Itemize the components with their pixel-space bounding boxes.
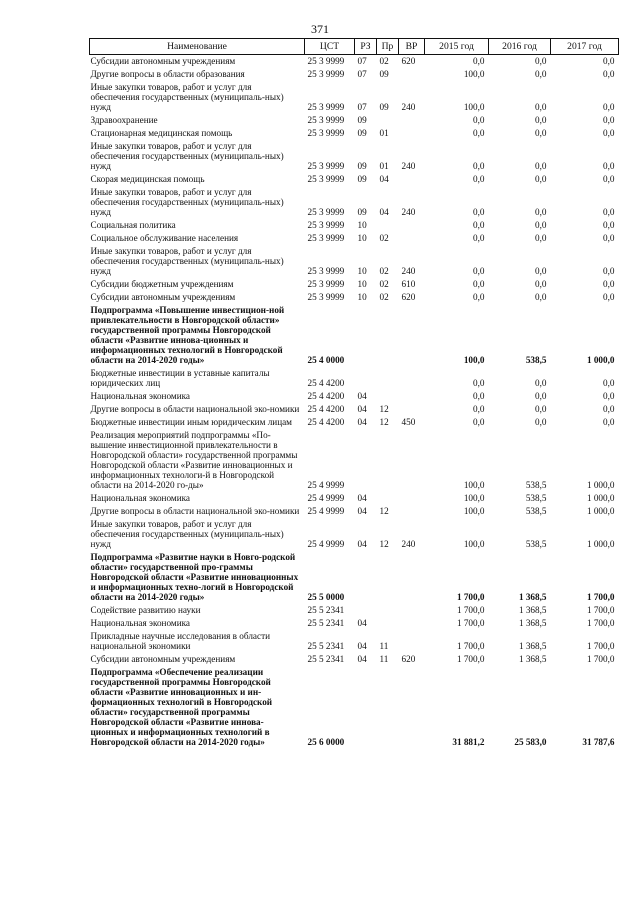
table-row <box>90 403 619 416</box>
row-vr <box>399 219 425 232</box>
table-row <box>90 219 619 232</box>
row-value-2017: 0,0 <box>603 266 615 276</box>
row-pr: 01 <box>379 128 389 138</box>
row-pr: 02 <box>379 233 389 243</box>
table-row <box>90 127 619 140</box>
row-cst: 25 3 9999 <box>307 279 345 289</box>
table-row <box>90 278 619 291</box>
table-row <box>90 505 619 518</box>
row-value-2017: 0,0 <box>603 220 615 230</box>
row-cst: 25 3 9999 <box>307 161 345 171</box>
table-row <box>90 653 619 666</box>
row-name: Иные закупки товаров, работ и услуг для обеспечения государственных (муниципаль-ных) нужд <box>90 246 284 276</box>
table-row <box>90 140 619 173</box>
row-value-2017: 0,0 <box>603 417 615 427</box>
row-vr: 620 <box>401 56 416 66</box>
row-cst: 25 4 4200 <box>307 378 345 388</box>
row-cst: 25 3 9999 <box>307 102 345 112</box>
row-pr: 02 <box>379 266 389 276</box>
row-value-2017: 1 000,0 <box>586 506 615 516</box>
table-row <box>90 630 619 653</box>
row-value-2015: 1 700,0 <box>456 641 485 651</box>
row-rz: 04 <box>357 654 367 664</box>
row-value-2016: 0,0 <box>535 391 547 401</box>
row-value-2017: 0,0 <box>603 404 615 414</box>
row-value-2016: 0,0 <box>535 417 547 427</box>
row-value-2017: 1 700,0 <box>586 605 615 615</box>
row-vr <box>399 492 425 505</box>
row-pr: 02 <box>379 292 389 302</box>
row-value-2017: 0,0 <box>603 102 615 112</box>
row-name: Иные закупки товаров, работ и услуг для обеспечения государственных (муниципаль-ных) нужд <box>90 187 284 217</box>
row-rz: 10 <box>357 233 367 243</box>
subprogram-row <box>90 304 619 367</box>
row-cst: 25 4 9999 <box>307 539 345 549</box>
row-value-2015: 100,0 <box>463 102 485 112</box>
row-value-2017: 1 000,0 <box>586 355 615 365</box>
row-value-2016: 0,0 <box>535 128 547 138</box>
page-number: 371 <box>311 22 329 36</box>
row-pr: 09 <box>379 69 389 79</box>
row-name: Подпрограмма «Повышение инвестицион-ной привлекательности в Новгородской области» государственной программы Новгородской области «Развитие иннова-ционных и информационных технологий в Новгородской области на 2014-2020 годы» <box>90 305 285 365</box>
table-row <box>90 232 619 245</box>
row-vr: 450 <box>401 417 416 427</box>
row-name: Содействие развитию науки <box>90 605 201 615</box>
row-cst: 25 5 2341 <box>307 654 345 664</box>
row-value-2016: 538,5 <box>525 493 547 503</box>
row-pr <box>377 604 399 617</box>
row-rz: 04 <box>357 641 367 651</box>
row-vr: 240 <box>401 102 416 112</box>
table-row <box>90 416 619 429</box>
row-rz: 04 <box>357 417 367 427</box>
row-value-2017: 0,0 <box>603 391 615 401</box>
table-header <box>90 39 619 55</box>
row-cst: 25 3 9999 <box>307 220 345 230</box>
row-pr: 04 <box>379 174 389 184</box>
row-name: Социальная политика <box>90 220 176 230</box>
header-rz: РЗ <box>355 39 377 55</box>
row-value-2015: 100,0 <box>463 355 485 365</box>
row-rz <box>355 551 377 604</box>
row-vr <box>399 304 425 367</box>
row-value-2017: 0,0 <box>603 292 615 302</box>
row-value-2015: 1 700,0 <box>456 592 485 602</box>
row-value-2016: 1 368,5 <box>518 605 547 615</box>
row-rz: 09 <box>357 161 367 171</box>
row-value-2016: 1 368,5 <box>518 592 547 602</box>
table-row <box>90 173 619 186</box>
row-cst: 25 4 9999 <box>307 480 345 490</box>
row-name: Здравоохранение <box>90 115 158 125</box>
row-value-2015: 100,0 <box>463 539 485 549</box>
row-cst: 25 5 0000 <box>307 592 345 602</box>
row-pr <box>377 551 399 604</box>
row-value-2016: 0,0 <box>535 266 547 276</box>
row-rz: 10 <box>357 220 367 230</box>
row-vr <box>399 403 425 416</box>
table-row <box>90 186 619 219</box>
row-pr: 02 <box>379 279 389 289</box>
row-value-2017: 1 700,0 <box>586 618 615 628</box>
row-value-2017: 0,0 <box>603 56 615 66</box>
row-rz: 04 <box>357 493 367 503</box>
row-value-2015: 0,0 <box>473 161 485 171</box>
row-name: Скорая медицинская помощь <box>90 174 205 184</box>
table-row <box>90 367 619 390</box>
row-rz: 10 <box>357 292 367 302</box>
row-value-2017: 0,0 <box>603 378 615 388</box>
row-rz: 07 <box>357 69 367 79</box>
row-pr <box>377 114 399 127</box>
row-pr: 02 <box>379 56 389 66</box>
row-pr: 04 <box>379 207 389 217</box>
row-pr: 09 <box>379 102 389 112</box>
row-rz: 04 <box>357 539 367 549</box>
row-cst: 25 5 2341 <box>307 605 345 615</box>
row-value-2016: 0,0 <box>535 378 547 388</box>
row-rz: 09 <box>357 115 367 125</box>
table-row <box>90 291 619 304</box>
row-pr <box>377 666 399 749</box>
row-cst: 25 5 2341 <box>307 641 345 651</box>
row-value-2015: 0,0 <box>473 220 485 230</box>
row-vr: 240 <box>401 207 416 217</box>
row-name: Социальное обслуживание населения <box>90 233 239 243</box>
header-2015: 2015 год <box>425 39 489 55</box>
row-value-2016: 1 368,5 <box>518 641 547 651</box>
row-value-2015: 1 700,0 <box>456 654 485 664</box>
header-vr: ВР <box>399 39 425 55</box>
row-name: Подпрограмма «Развитие науки в Новго-родской области» государственной про-граммы Новгородской области «Развитие инновационных и информационных техно-логий в Новгородской области на 2014-2020 годы» <box>90 552 299 602</box>
row-pr: 12 <box>379 506 389 516</box>
row-value-2017: 0,0 <box>603 233 615 243</box>
header-2016: 2016 год <box>489 39 551 55</box>
row-vr <box>399 429 425 492</box>
row-pr: 12 <box>379 539 389 549</box>
table-row <box>90 604 619 617</box>
row-vr: 240 <box>401 266 416 276</box>
row-name: Бюджетные инвестиции в уставные капиталы юридических лиц <box>90 368 270 388</box>
header-2017: 2017 год <box>551 39 619 55</box>
header-pr: Пр <box>377 39 399 55</box>
row-value-2015: 31 881,2 <box>452 737 485 747</box>
row-name: Субсидии автономным учреждениям <box>90 292 236 302</box>
row-cst: 25 3 9999 <box>307 266 345 276</box>
row-value-2015: 100,0 <box>463 69 485 79</box>
row-pr <box>377 367 399 390</box>
row-value-2015: 0,0 <box>473 391 485 401</box>
row-rz: 07 <box>357 56 367 66</box>
row-name: Иные закупки товаров, работ и услуг для обеспечения государственных (муниципаль-ных) нужд <box>90 82 284 112</box>
row-value-2017: 0,0 <box>603 115 615 125</box>
row-value-2017: 0,0 <box>603 207 615 217</box>
row-vr: 240 <box>401 161 416 171</box>
row-rz: 04 <box>357 506 367 516</box>
row-name: Бюджетные инвестиции иным юридическим лицам <box>90 417 293 427</box>
row-rz: 09 <box>357 128 367 138</box>
row-rz: 04 <box>357 391 367 401</box>
table-row <box>90 518 619 551</box>
row-value-2016: 0,0 <box>535 69 547 79</box>
budget-table <box>89 38 619 749</box>
row-rz: 07 <box>357 102 367 112</box>
row-value-2017: 0,0 <box>603 279 615 289</box>
row-value-2016: 0,0 <box>535 56 547 66</box>
row-vr <box>399 232 425 245</box>
row-value-2016: 0,0 <box>535 279 547 289</box>
row-rz: 04 <box>357 618 367 628</box>
row-cst: 25 3 9999 <box>307 69 345 79</box>
row-rz <box>355 666 377 749</box>
row-value-2015: 0,0 <box>473 279 485 289</box>
row-value-2017: 0,0 <box>603 128 615 138</box>
table-row <box>90 114 619 127</box>
row-pr <box>377 219 399 232</box>
row-value-2017: 1 000,0 <box>586 493 615 503</box>
row-value-2015: 0,0 <box>473 404 485 414</box>
row-value-2017: 1 700,0 <box>586 592 615 602</box>
row-value-2016: 0,0 <box>535 404 547 414</box>
row-value-2017: 1 000,0 <box>586 539 615 549</box>
row-value-2015: 1 700,0 <box>456 605 485 615</box>
row-pr: 12 <box>379 404 389 414</box>
row-value-2017: 1 700,0 <box>586 641 615 651</box>
row-value-2015: 100,0 <box>463 480 485 490</box>
row-value-2016: 538,5 <box>525 480 547 490</box>
row-cst: 25 4 0000 <box>307 355 345 365</box>
row-value-2017: 1 700,0 <box>586 654 615 664</box>
subprogram-row <box>90 551 619 604</box>
row-value-2015: 0,0 <box>473 378 485 388</box>
row-vr <box>399 617 425 630</box>
row-pr: 01 <box>379 161 389 171</box>
row-name: Другие вопросы в области национальной эко-номики <box>90 404 300 414</box>
table-row <box>90 55 619 69</box>
row-vr <box>399 551 425 604</box>
row-value-2015: 0,0 <box>473 233 485 243</box>
row-vr <box>399 505 425 518</box>
table-row <box>90 617 619 630</box>
table-row <box>90 68 619 81</box>
row-vr <box>399 630 425 653</box>
row-rz <box>355 429 377 492</box>
row-cst: 25 3 9999 <box>307 115 345 125</box>
row-pr <box>377 492 399 505</box>
row-rz <box>355 367 377 390</box>
row-value-2015: 0,0 <box>473 56 485 66</box>
row-value-2016: 0,0 <box>535 207 547 217</box>
row-name: Реализация мероприятий подпрограммы «По-вышение инвестиционной привлекательности в Новгородской области» государственной программы Новгородской области «Развитие инновационных и информационных технологи-й в Новгородской области на 2014-2020 го-ды» <box>90 430 298 490</box>
row-name: Субсидии автономным учреждениям <box>90 654 236 664</box>
row-value-2015: 100,0 <box>463 493 485 503</box>
row-value-2016: 0,0 <box>535 292 547 302</box>
row-name: Национальная экономика <box>90 493 191 503</box>
subprogram-row <box>90 666 619 749</box>
row-value-2015: 0,0 <box>473 417 485 427</box>
row-rz: 04 <box>357 404 367 414</box>
row-pr: 11 <box>379 654 389 664</box>
row-vr: 620 <box>401 654 416 664</box>
row-value-2016: 25 583,0 <box>514 737 547 747</box>
row-value-2016: 0,0 <box>535 220 547 230</box>
row-value-2016: 1 368,5 <box>518 654 547 664</box>
row-vr: 620 <box>401 292 416 302</box>
row-vr <box>399 390 425 403</box>
row-rz: 09 <box>357 174 367 184</box>
row-pr <box>377 304 399 367</box>
row-value-2016: 538,5 <box>525 355 547 365</box>
table-row <box>90 390 619 403</box>
row-rz <box>355 304 377 367</box>
row-cst: 25 3 9999 <box>307 56 345 66</box>
row-value-2015: 0,0 <box>473 207 485 217</box>
row-value-2017: 31 787,6 <box>582 737 615 747</box>
row-pr <box>377 390 399 403</box>
row-value-2015: 0,0 <box>473 115 485 125</box>
row-pr: 12 <box>379 417 389 427</box>
row-vr: 240 <box>401 539 416 549</box>
row-value-2016: 1 368,5 <box>518 618 547 628</box>
row-value-2015: 0,0 <box>473 174 485 184</box>
row-cst: 25 6 0000 <box>307 737 345 747</box>
row-cst: 25 4 4200 <box>307 404 345 414</box>
row-name: Иные закупки товаров, работ и услуг для обеспечения государственных (муниципаль-ных) нужд <box>90 519 284 549</box>
row-value-2016: 538,5 <box>525 506 547 516</box>
row-cst: 25 4 4200 <box>307 391 345 401</box>
row-name: Иные закупки товаров, работ и услуг для обеспечения государственных (муниципаль-ных) нужд <box>90 141 284 171</box>
row-name: Национальная экономика <box>90 391 191 401</box>
row-cst: 25 3 9999 <box>307 292 345 302</box>
table-row <box>90 81 619 114</box>
table-row <box>90 245 619 278</box>
row-vr <box>399 666 425 749</box>
row-vr <box>399 127 425 140</box>
row-name: Подпрограмма «Обеспечение реализации государственной программы Новгородской области «Развитие инновационных и ин-формационных технологий в Новгородской области» государственной программы Новгородской области «Развитие иннова-ционных и информационных технологий в Новгородской области на 2014-2020 годы» <box>90 667 273 747</box>
row-pr <box>377 617 399 630</box>
row-value-2016: 0,0 <box>535 102 547 112</box>
row-vr: 610 <box>401 279 416 289</box>
row-vr <box>399 114 425 127</box>
row-cst: 25 3 9999 <box>307 233 345 243</box>
row-value-2016: 538,5 <box>525 539 547 549</box>
row-pr <box>377 429 399 492</box>
row-cst: 25 5 2341 <box>307 618 345 628</box>
row-name: Субсидии бюджетным учреждениям <box>90 279 234 289</box>
row-name: Другие вопросы в области образования <box>90 69 245 79</box>
row-vr <box>399 173 425 186</box>
row-pr: 11 <box>379 641 389 651</box>
row-name: Другие вопросы в области национальной эко-номики <box>90 506 300 516</box>
table-body <box>90 55 619 750</box>
row-value-2015: 1 700,0 <box>456 618 485 628</box>
row-value-2015: 0,0 <box>473 266 485 276</box>
row-cst: 25 3 9999 <box>307 128 345 138</box>
row-cst: 25 4 9999 <box>307 506 345 516</box>
row-cst: 25 3 9999 <box>307 174 345 184</box>
row-name: Субсидии автономным учреждениям <box>90 56 236 66</box>
row-value-2017: 0,0 <box>603 174 615 184</box>
row-cst: 25 4 9999 <box>307 493 345 503</box>
row-rz: 10 <box>357 266 367 276</box>
row-value-2016: 0,0 <box>535 161 547 171</box>
row-rz <box>355 604 377 617</box>
row-value-2015: 0,0 <box>473 128 485 138</box>
header-cst: ЦСТ <box>305 39 355 55</box>
row-value-2016: 0,0 <box>535 174 547 184</box>
table-row <box>90 492 619 505</box>
header-name: Наименование <box>90 39 305 55</box>
row-value-2015: 0,0 <box>473 292 485 302</box>
row-vr <box>399 367 425 390</box>
row-vr <box>399 68 425 81</box>
table-row <box>90 429 619 492</box>
row-cst: 25 3 9999 <box>307 207 345 217</box>
row-value-2015: 100,0 <box>463 506 485 516</box>
row-value-2016: 0,0 <box>535 115 547 125</box>
row-name: Национальная экономика <box>90 618 191 628</box>
row-value-2017: 0,0 <box>603 69 615 79</box>
row-value-2016: 0,0 <box>535 233 547 243</box>
row-rz: 09 <box>357 207 367 217</box>
row-cst: 25 4 4200 <box>307 417 345 427</box>
row-vr <box>399 604 425 617</box>
row-name: Стационарная медицинская помощь <box>90 128 233 138</box>
row-value-2017: 0,0 <box>603 161 615 171</box>
row-name: Прикладные научные исследования в области национальной экономики <box>90 631 270 651</box>
row-value-2017: 1 000,0 <box>586 480 615 490</box>
row-rz: 10 <box>357 279 367 289</box>
